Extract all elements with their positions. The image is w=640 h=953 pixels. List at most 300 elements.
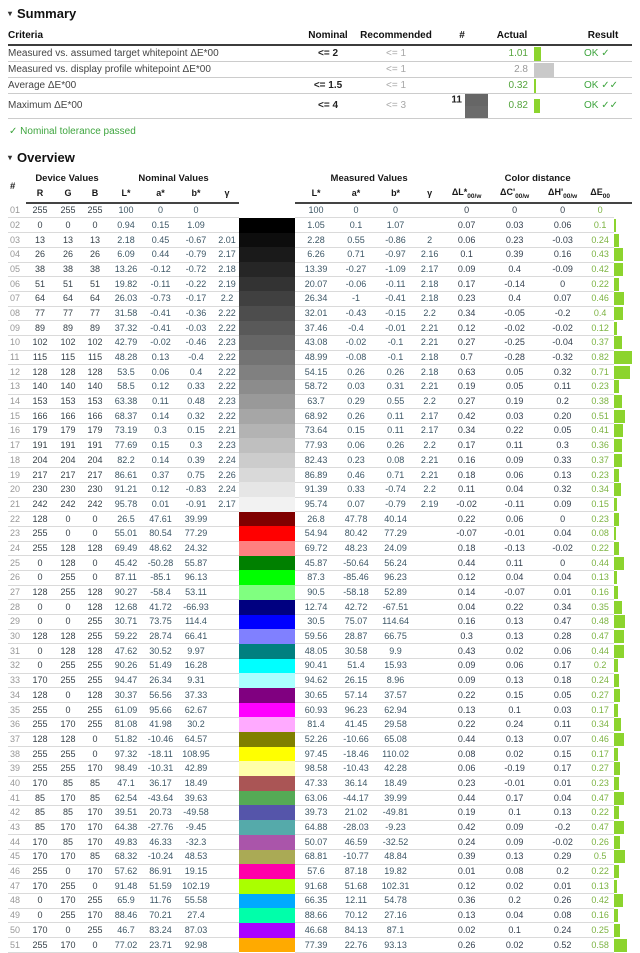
- nominal-lab-value: -0.11: [144, 277, 177, 292]
- delta-e-bar-cell: [614, 805, 632, 820]
- device-value: 128: [26, 585, 54, 600]
- nominal-lab-value: 63.38: [108, 394, 144, 409]
- device-value: 0: [54, 615, 82, 630]
- measured-lab-value: 68.92: [295, 409, 337, 424]
- nominal-lab-value: -0.03: [177, 321, 215, 336]
- measured-lab-value: 37.57: [375, 688, 416, 703]
- measured-lab-value: 87.1: [375, 923, 416, 938]
- measured-lab-value: 0.07: [337, 497, 375, 512]
- delta-e-bar: [614, 792, 624, 805]
- delta-e-value: 0.82: [586, 350, 614, 365]
- device-value: 255: [54, 570, 82, 585]
- delta-subscript: 00/w: [515, 192, 530, 200]
- patch-row: [8, 688, 632, 703]
- measured-lab-value: 2.18: [416, 365, 443, 380]
- nominal-lab-value: [215, 512, 239, 527]
- patch-count-cell: [434, 45, 490, 62]
- color-distance-value: 0.44: [443, 556, 490, 571]
- delta-e-bar: [614, 674, 619, 687]
- device-value: 217: [82, 468, 108, 483]
- delta-e-bar-column-header: [614, 186, 632, 203]
- patch-color-swatch: [239, 732, 295, 747]
- delta-e-bar: [614, 630, 624, 643]
- measured-lab-value: 0.11: [375, 424, 416, 439]
- device-value: 255: [54, 203, 82, 218]
- device-value: 0: [82, 526, 108, 541]
- device-value: 140: [82, 380, 108, 395]
- nominal-lab-value: -27.76: [144, 820, 177, 835]
- measured-lab-value: [416, 835, 443, 850]
- nominal-lab-value: -0.83: [177, 482, 215, 497]
- nominal-lab-value: -9.45: [177, 820, 215, 835]
- measured-lab-value: 2.2: [416, 438, 443, 453]
- color-distance-value: 0.19: [443, 805, 490, 820]
- measured-lab-value: [416, 629, 443, 644]
- delta-e-bar: [614, 645, 624, 658]
- color-distance-value: 0.16: [443, 453, 490, 468]
- summary-col-actual: Actual: [490, 28, 534, 45]
- color-distance-value: 0.04: [490, 482, 539, 497]
- device-value: 179: [26, 424, 54, 439]
- nominal-lab-value: 9.97: [177, 644, 215, 659]
- color-distance-value: -0.02: [490, 321, 539, 336]
- delta-e-value: 0.46: [586, 732, 614, 747]
- nominal-value: <= 2: [298, 45, 358, 62]
- measured-lab-value: 15.93: [375, 659, 416, 674]
- color-distance-value: 0.07: [539, 291, 586, 306]
- nominal-lab-value: 41.98: [144, 717, 177, 732]
- delta-e-value: 0.12: [586, 321, 614, 336]
- nominal-value: <= 4: [298, 94, 358, 119]
- overview-sub-header-row: [8, 186, 632, 203]
- color-distance-value: 0.13: [490, 732, 539, 747]
- device-value: 170: [82, 761, 108, 776]
- nominal-lab-value: 0.44: [144, 247, 177, 262]
- device-value: 191: [82, 438, 108, 453]
- overview-section-header[interactable]: [8, 150, 632, 165]
- color-distance-value: 0.11: [490, 556, 539, 571]
- color-distance-value: 0.23: [443, 291, 490, 306]
- device-value: 191: [54, 438, 82, 453]
- device-value: 170: [54, 717, 82, 732]
- patch-color-swatch: [239, 791, 295, 806]
- patch-color-swatch: [239, 380, 295, 395]
- measured-lab-value: 27.16: [375, 908, 416, 923]
- color-distance-value: 0.19: [443, 380, 490, 395]
- nominal-lab-value: [215, 835, 239, 850]
- device-value: 204: [26, 453, 54, 468]
- color-distance-value: 0.18: [443, 468, 490, 483]
- color-distance-value: 0.34: [443, 424, 490, 439]
- nominal-lab-value: [215, 203, 239, 218]
- measured-lab-value: 47.33: [295, 776, 337, 791]
- measured-lab-value: 66.75: [375, 629, 416, 644]
- result-status: OK ✓: [574, 45, 632, 62]
- nominal-lab-value: 13.26: [108, 262, 144, 277]
- delta-e-value: 0.43: [586, 247, 614, 262]
- summary-col-bar: [534, 28, 574, 45]
- measured-lab-value: 0.03: [337, 380, 375, 395]
- patch-color-swatch: [239, 805, 295, 820]
- device-value: 13: [26, 233, 54, 248]
- patch-index: 48: [8, 894, 26, 909]
- patch-index: 22: [8, 512, 26, 527]
- delta-e-value: 0.17: [586, 703, 614, 718]
- patch-index: 38: [8, 747, 26, 762]
- measured-lab-value: 2.21: [416, 453, 443, 468]
- color-distance-value: -0.19: [490, 761, 539, 776]
- device-value: 217: [54, 468, 82, 483]
- nominal-lab-value: [215, 820, 239, 835]
- nominal-lab-value: 2.01: [215, 233, 239, 248]
- patch-row: [8, 203, 632, 218]
- nominal-lab-value: 68.32: [108, 850, 144, 865]
- patch-row: [8, 482, 632, 497]
- patch-color-swatch: [239, 424, 295, 439]
- actual-value-bar: [534, 79, 536, 93]
- delta-e-bar-cell: [614, 673, 632, 688]
- device-value: 255: [54, 908, 82, 923]
- delta-e-value: 0.44: [586, 644, 614, 659]
- device-value: 179: [54, 424, 82, 439]
- patch-index: 47: [8, 879, 26, 894]
- recommended-value: <= 1: [358, 45, 434, 62]
- nominal-lab-value: -10.24: [144, 850, 177, 865]
- measured-lab-value: 12.74: [295, 600, 337, 615]
- summary-col-recommended: Recommended: [358, 28, 434, 45]
- color-distance-value: 0.05: [539, 424, 586, 439]
- device-value: 170: [26, 776, 54, 791]
- color-distance-value: 0.02: [490, 644, 539, 659]
- summary-row: [8, 62, 632, 78]
- nominal-lab-value: 37.32: [108, 321, 144, 336]
- color-distance-value: 0.02: [490, 938, 539, 953]
- measured-lab-value: 84.13: [337, 923, 375, 938]
- measured-lab-value: 59.56: [295, 629, 337, 644]
- nominal-lab-value: 88.46: [108, 908, 144, 923]
- nominal-lab-value: 0.37: [144, 468, 177, 483]
- nominal-lab-value: [215, 761, 239, 776]
- nominal-lab-value: 80.54: [144, 526, 177, 541]
- patch-row: [8, 805, 632, 820]
- measured-lab-value: 30.58: [337, 644, 375, 659]
- measured-lab-value: 46.59: [337, 835, 375, 850]
- measured-lab-value: 77.29: [375, 526, 416, 541]
- device-value: 128: [82, 585, 108, 600]
- color-distance-value: 0: [539, 556, 586, 571]
- measured-lab-value: 62.94: [375, 703, 416, 718]
- nominal-lab-value: 46.33: [144, 835, 177, 850]
- patch-index: 41: [8, 791, 26, 806]
- patch-index: 27: [8, 585, 26, 600]
- delta-e-bar: [614, 395, 622, 408]
- color-distance-value: -0.01: [490, 776, 539, 791]
- device-value: 0: [26, 644, 54, 659]
- nominal-lab-value: 9.31: [177, 673, 215, 688]
- color-distance-value: 0.06: [490, 512, 539, 527]
- delta-e-value: 0.37: [586, 453, 614, 468]
- device-value: 0: [82, 732, 108, 747]
- patch-count-cell: [434, 94, 490, 119]
- patch-row: [8, 291, 632, 306]
- device-value: 170: [82, 835, 108, 850]
- measured-lab-value: 2.21: [416, 380, 443, 395]
- measured-lab-value: 60.93: [295, 703, 337, 718]
- patch-color-swatch: [239, 938, 295, 953]
- nominal-lab-value: 55.01: [108, 526, 144, 541]
- summary-title: Summary: [17, 6, 77, 21]
- device-value: 85: [82, 850, 108, 865]
- patch-row: [8, 380, 632, 395]
- color-distance-value: 0.01: [443, 864, 490, 879]
- measured-lab-value: -0.06: [337, 277, 375, 292]
- patch-color-swatch: [239, 923, 295, 938]
- measured-lab-value: [416, 938, 443, 953]
- color-distance-value: -0.09: [539, 262, 586, 277]
- nominal-lab-value: 51.59: [144, 879, 177, 894]
- patch-row: [8, 350, 632, 365]
- nominal-lab-value: 49.83: [108, 835, 144, 850]
- color-distance-value: -0.05: [490, 306, 539, 321]
- patch-index: 11: [8, 350, 26, 365]
- patch-index: 16: [8, 424, 26, 439]
- patch-index: 50: [8, 923, 26, 938]
- delta-e-bar: [614, 278, 619, 291]
- nominal-lab-value: [215, 541, 239, 556]
- color-distance-value: 0.24: [490, 717, 539, 732]
- color-distance-value: 0.22: [443, 512, 490, 527]
- patch-color-swatch: [239, 262, 295, 277]
- nominal-lab-value: -49.58: [177, 805, 215, 820]
- patch-color-swatch: [239, 673, 295, 688]
- device-value: 166: [26, 409, 54, 424]
- device-value: 0: [54, 688, 82, 703]
- delta-e-value: 0.25: [586, 923, 614, 938]
- measured-lab-value: -0.01: [375, 321, 416, 336]
- collapse-triangle-icon: ▾: [8, 153, 13, 162]
- delta-e-bar-cell: [614, 879, 632, 894]
- device-value: 85: [26, 791, 54, 806]
- criteria-label: Measured vs. assumed target whitepoint ΔE*00: [8, 45, 298, 62]
- measured-lab-value: 63.7: [295, 394, 337, 409]
- patch-index: 24: [8, 541, 26, 556]
- nominal-lab-value: 81.08: [108, 717, 144, 732]
- delta-e-value: 0.38: [586, 394, 614, 409]
- measured-lab-value: -0.86: [375, 233, 416, 248]
- delta-e-bar-cell: [614, 629, 632, 644]
- delta-e-bar: [614, 454, 622, 467]
- device-value: 13: [54, 233, 82, 248]
- result-status: OK ✓✓: [574, 94, 632, 119]
- measured-lab-value: -10.43: [337, 761, 375, 776]
- patch-row: [8, 512, 632, 527]
- nominal-lab-value: 95.78: [108, 497, 144, 512]
- nominal-lab-value: 37.33: [177, 688, 215, 703]
- device-value: 128: [82, 600, 108, 615]
- patch-color-swatch: [465, 94, 488, 106]
- measured-lab-value: 52.26: [295, 732, 337, 747]
- delta-e-value: 0.22: [586, 864, 614, 879]
- delta-symbol: ΔE: [590, 186, 603, 197]
- column-header-nominal-lab: γ: [215, 186, 239, 203]
- nominal-lab-value: 55.58: [177, 894, 215, 909]
- measured-lab-value: 20.07: [295, 277, 337, 292]
- patch-row: [8, 850, 632, 865]
- nominal-lab-value: 2.22: [215, 306, 239, 321]
- nominal-lab-value: [215, 526, 239, 541]
- nominal-lab-value: -0.72: [177, 262, 215, 277]
- nominal-lab-value: 91.21: [108, 482, 144, 497]
- summary-col-count: #: [434, 28, 490, 45]
- patch-color-swatch: [239, 468, 295, 483]
- column-header-measured-lab: γ: [416, 186, 443, 203]
- color-distance-value: 0.07: [539, 732, 586, 747]
- nominal-lab-value: -0.91: [177, 497, 215, 512]
- measured-lab-value: 64.88: [295, 820, 337, 835]
- patch-index: 17: [8, 438, 26, 453]
- measured-lab-value: [416, 526, 443, 541]
- nominal-lab-value: 42.79: [108, 335, 144, 350]
- delta-e-value: 0.47: [586, 820, 614, 835]
- delta-e-bar-cell: [614, 835, 632, 850]
- measured-lab-value: -58.18: [337, 585, 375, 600]
- delta-e-bar-cell: [614, 424, 632, 439]
- device-value: 128: [26, 629, 54, 644]
- patch-color-swatch: [239, 409, 295, 424]
- nominal-lab-value: 0.3: [177, 438, 215, 453]
- measured-lab-value: -0.74: [375, 482, 416, 497]
- delta-e-bar-cell: [614, 864, 632, 879]
- nominal-lab-value: -0.22: [177, 277, 215, 292]
- delta-e-bar-cell: [614, 703, 632, 718]
- delta-e-bar-cell: [614, 233, 632, 248]
- device-value: 255: [26, 703, 54, 718]
- delta-e-bar-cell: [614, 585, 632, 600]
- color-distance-value: -0.32: [539, 350, 586, 365]
- measured-lab-value: 96.23: [375, 570, 416, 585]
- patch-color-swatch: [239, 438, 295, 453]
- delta-e-bar: [614, 733, 624, 746]
- device-value: 255: [26, 203, 54, 218]
- measured-lab-value: 2.21: [416, 321, 443, 336]
- nominal-lab-value: 48.53: [177, 850, 215, 865]
- nominal-lab-value: 2.22: [215, 321, 239, 336]
- nominal-lab-value: 2.23: [215, 438, 239, 453]
- delta-e-bar: [614, 263, 623, 276]
- device-value: 0: [26, 570, 54, 585]
- patch-index: 20: [8, 482, 26, 497]
- measured-lab-value: 96.23: [337, 703, 375, 718]
- patch-row: [8, 894, 632, 909]
- patch-row: [8, 864, 632, 879]
- device-value: 166: [82, 409, 108, 424]
- nominal-lab-value: 57.62: [108, 864, 144, 879]
- device-value: 0: [82, 512, 108, 527]
- device-value: 128: [54, 541, 82, 556]
- measured-lab-value: 2.2: [416, 306, 443, 321]
- device-value: 51: [26, 277, 54, 292]
- measured-lab-value: 114.64: [375, 615, 416, 630]
- color-distance-value: 0: [539, 512, 586, 527]
- nominal-lab-value: -0.4: [177, 350, 215, 365]
- patch-color-swatch: [465, 106, 488, 118]
- patch-index: 32: [8, 659, 26, 674]
- delta-e-bar: [614, 410, 625, 423]
- nominal-lab-value: 0.15: [144, 218, 177, 233]
- measured-lab-value: 21.02: [337, 805, 375, 820]
- color-distance-value: 0.32: [539, 482, 586, 497]
- delta-e-bar-cell: [614, 570, 632, 585]
- actual-value-bar: [534, 63, 554, 77]
- measured-lab-value: -0.41: [375, 291, 416, 306]
- measured-lab-value: 45.87: [295, 556, 337, 571]
- delta-e-value: 0.4: [586, 306, 614, 321]
- delta-e-bar-cell: [614, 365, 632, 380]
- result-status: OK ✓✓: [574, 78, 632, 94]
- measured-lab-value: 8.96: [375, 673, 416, 688]
- nominal-lab-value: 56.56: [144, 688, 177, 703]
- nominal-lab-value: -0.36: [177, 306, 215, 321]
- delta-e-bar-cell: [614, 923, 632, 938]
- delta-e-bar: [614, 219, 616, 232]
- patch-index: 46: [8, 864, 26, 879]
- measured-lab-value: 30.5: [295, 615, 337, 630]
- patch-index: 34: [8, 688, 26, 703]
- patch-row: [8, 835, 632, 850]
- measured-lab-value: 0.11: [375, 409, 416, 424]
- measured-lab-value: 98.58: [295, 761, 337, 776]
- measured-lab-value: 26.34: [295, 291, 337, 306]
- delta-e-bar: [614, 380, 619, 393]
- summary-section-header[interactable]: [8, 6, 632, 21]
- patch-index: 09: [8, 321, 26, 336]
- delta-e-bar-cell: [614, 394, 632, 409]
- device-value: 255: [82, 629, 108, 644]
- device-value: 77: [54, 306, 82, 321]
- measured-lab-value: 86.89: [295, 468, 337, 483]
- nominal-lab-value: 69.49: [108, 541, 144, 556]
- patch-row: [8, 570, 632, 585]
- color-distance-value: -0.28: [490, 350, 539, 365]
- device-value: 255: [54, 747, 82, 762]
- measured-lab-value: [416, 541, 443, 556]
- nominal-lab-value: 64.38: [108, 820, 144, 835]
- delta-e-bar: [614, 836, 620, 849]
- patch-row: [8, 644, 632, 659]
- measured-lab-value: 48.84: [375, 850, 416, 865]
- delta-e-value: 0.24: [586, 673, 614, 688]
- delta-e-bar: [614, 659, 618, 672]
- color-distance-value: 0.7: [443, 350, 490, 365]
- device-value: 230: [26, 482, 54, 497]
- color-distance-value: 0.3: [539, 438, 586, 453]
- device-value: 170: [82, 820, 108, 835]
- nominal-lab-value: 58.5: [108, 380, 144, 395]
- device-value: 128: [54, 365, 82, 380]
- nominal-lab-value: [215, 732, 239, 747]
- column-header-delta: [443, 186, 490, 203]
- nominal-lab-value: 95.66: [144, 703, 177, 718]
- measured-lab-value: [416, 659, 443, 674]
- device-value: 255: [26, 761, 54, 776]
- color-distance-value: 0.29: [539, 850, 586, 865]
- color-distance-value: 0.1: [443, 247, 490, 262]
- nominal-lab-value: [215, 673, 239, 688]
- delta-e-value: 0.24: [586, 233, 614, 248]
- color-distance-value: 0.06: [443, 761, 490, 776]
- measured-lab-value: 2.18: [416, 350, 443, 365]
- measured-lab-value: 69.72: [295, 541, 337, 556]
